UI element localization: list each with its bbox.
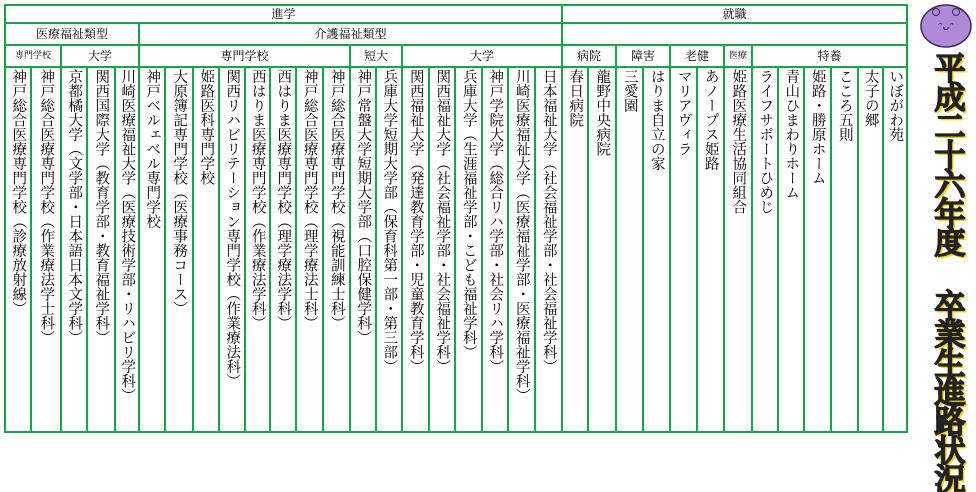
destination-column <box>115 67 139 432</box>
destination-name: 神戸学院大学（総合リハ学部・社会リハ学科） <box>487 69 504 374</box>
destination-column <box>643 67 670 432</box>
header-kaigo-fukushi-type: 介護福祉類型 <box>314 27 387 41</box>
destination-column <box>350 67 376 432</box>
destination-column <box>193 67 219 432</box>
destination-column <box>139 67 165 432</box>
destination-name: 姫路医療生活協同組合 <box>730 69 747 214</box>
destination-name: 春日病院 <box>567 69 584 127</box>
destination-column <box>402 67 429 432</box>
destination-name: ライフサポートひめじ <box>757 69 774 214</box>
destination-name: 大原簿記専門学校（医療事務コース） <box>171 69 188 316</box>
destination-column <box>752 67 778 432</box>
destination-column <box>245 67 270 432</box>
destination-column <box>31 67 61 432</box>
destination-column <box>5 67 31 432</box>
header-tandai: 短大 <box>363 49 388 63</box>
destination-name: 川崎医療福祉大学（医療福祉学部・医療福祉学科） <box>513 69 530 403</box>
header-senmon-gakko: 専門学校 <box>220 49 269 63</box>
header-senmon-gakko-small: 専門学校 <box>14 50 51 61</box>
destination-column <box>562 67 588 432</box>
destination-column <box>778 67 804 432</box>
destination-name: 三愛園 <box>621 69 638 113</box>
destination-name: はりま自立の家 <box>648 69 665 171</box>
header-iryo-small: 医療 <box>728 50 747 61</box>
destination-name: 関西リハビリテーション専門学校（作業療法科） <box>224 69 241 388</box>
destination-column <box>87 67 115 432</box>
header-byoin: 病院 <box>576 49 601 63</box>
header-shogai: 障害 <box>630 49 655 63</box>
destination-name: 関西福祉大学（社会福祉学部・社会福祉学科） <box>434 69 451 374</box>
destination-column <box>535 67 562 432</box>
destination-name: 龍野中央病院 <box>594 69 611 156</box>
page-title <box>920 52 972 492</box>
destination-column <box>616 67 643 432</box>
destination-column <box>61 67 87 432</box>
destination-name: マリアヴィラ <box>675 69 692 156</box>
destination-column <box>697 67 724 432</box>
header-daigaku-2: 大学 <box>469 49 494 63</box>
destination-name: 日本福祉大学（社会福祉学部・社会福祉学科） <box>540 69 557 374</box>
header-shushoku: 就職 <box>722 7 747 21</box>
destination-name: 神戸常盤大学短期大学部（口腔保健学科） <box>355 69 372 345</box>
destination-column <box>323 67 350 432</box>
destination-name: 姫路医科専門学校 <box>198 69 215 185</box>
header-rouken: 老健 <box>684 49 709 63</box>
destination-column <box>376 67 402 432</box>
destination-column <box>455 67 482 432</box>
destination-column <box>508 67 535 432</box>
destination-column <box>165 67 193 432</box>
destination-name: 兵庫大学（生涯福祉学部・こども福祉学科） <box>460 69 477 359</box>
destination-column <box>296 67 323 432</box>
destination-name: あノープス姫路 <box>702 69 719 171</box>
mascot-face: ᵔᴗᵔ <box>938 20 954 33</box>
destination-name: 神戸総合医療専門学校（視能訓練士科） <box>328 69 345 330</box>
destination-column <box>804 67 831 432</box>
destination-column <box>883 67 907 432</box>
destination-name: 姫路・勝原ホーム <box>809 69 826 185</box>
destination-name: 太子の郷 <box>862 69 879 127</box>
destination-name: 兵庫大学短期大学部（保育科第一部・第三部） <box>381 69 398 374</box>
header-tokuyo: 特養 <box>817 49 842 63</box>
destination-column <box>270 67 296 432</box>
destination-name: 青山ひまわりホーム <box>783 69 800 200</box>
destination-column <box>724 67 752 432</box>
destination-name: 神戸総合医療専門学校（診療放射線） <box>10 69 27 316</box>
destination-name: こころ五則 <box>836 69 853 142</box>
header-shingaku: 進学 <box>271 7 296 21</box>
page-title-text: 平成二十六年度 卒業生進路状況 <box>928 52 965 492</box>
destination-name: 関西福祉大学（発達教育学部・児童教育学科） <box>407 69 424 374</box>
destination-name: 京都橘大学（文学部・日本語日本文学科） <box>66 69 83 345</box>
destination-column <box>588 67 616 432</box>
destination-name: 神戸ベルェベル専門学校 <box>144 69 161 229</box>
header-iryo-fukushi-type: 医療福祉類型 <box>35 27 108 41</box>
destination-name: 西はりま医療専門学校（理学療法学科） <box>275 69 292 330</box>
destination-column <box>482 67 508 432</box>
destination-column <box>670 67 697 432</box>
destination-column <box>429 67 455 432</box>
destination-name: 神戸総合医療専門学校（理学療法士科） <box>301 69 318 330</box>
destination-column <box>831 67 858 432</box>
mascot-icon <box>918 0 974 50</box>
destination-column <box>858 67 883 432</box>
destination-name: 川崎医療福祉大学（医療技術学部・リハビリ学科） <box>119 69 136 403</box>
destination-name: 西はりま医療専門学校（作業療法学科） <box>249 69 266 330</box>
destination-name: 関西国際大学（教育学部・教育福祉学科） <box>93 69 110 345</box>
destination-name: いぼがわ苑 <box>887 69 904 142</box>
destination-name: 神戸総合医療専門学校（作業療法学士科） <box>38 69 55 345</box>
header-daigaku-1: 大学 <box>87 49 112 63</box>
destination-column <box>219 67 245 432</box>
